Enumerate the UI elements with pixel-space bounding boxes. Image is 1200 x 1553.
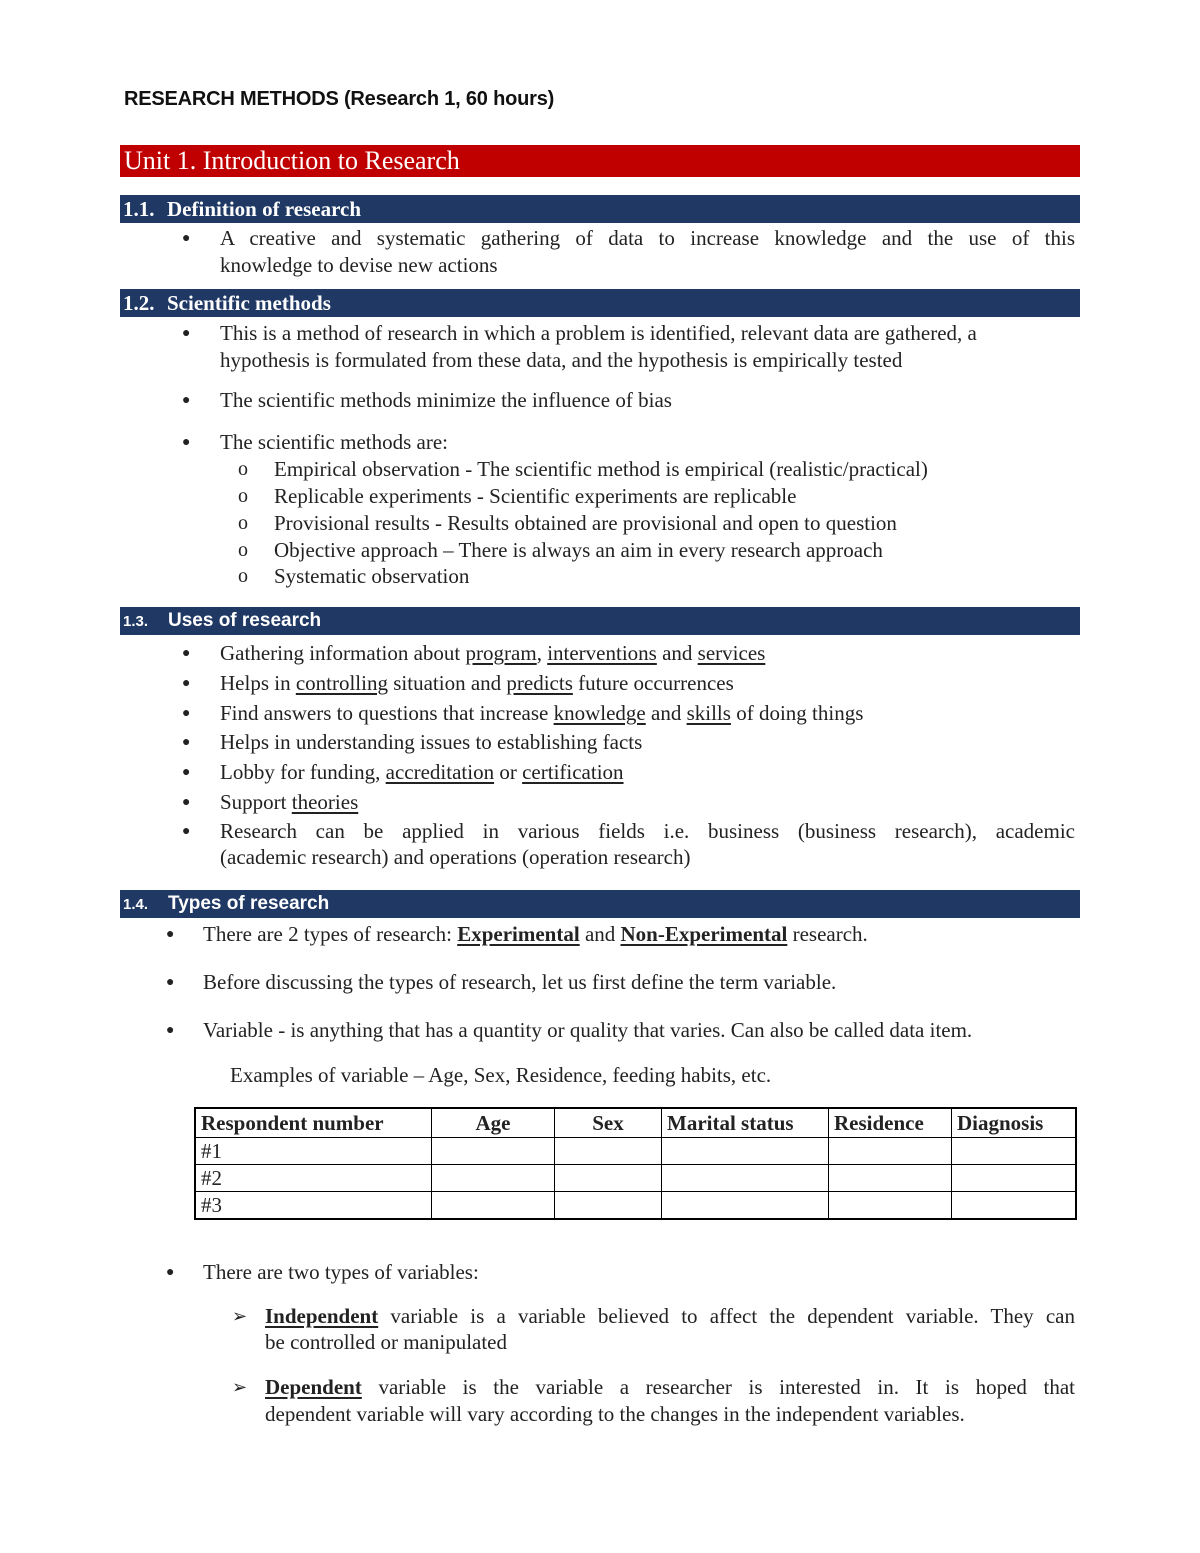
table-cell (952, 1192, 1077, 1220)
examples-text: Examples of variable – Age, Sex, Residence, feeding habits, etc. (230, 1063, 772, 1087)
underlined-term: services (697, 641, 766, 665)
table-cell (829, 1192, 952, 1220)
arrow-bullet-text (265, 1374, 1075, 1401)
sub-bullet-text: Replicable experiments - Scientific experiments are replicable (274, 484, 797, 508)
sub-bullet-icon: o (238, 458, 248, 480)
table-cell (662, 1192, 829, 1220)
unit-heading: Unit 1. Introduction to Research (120, 145, 1080, 177)
table-cell (829, 1165, 952, 1192)
bullet-text: Before discussing the types of research, let us first define the term variable. (203, 970, 837, 994)
table-cell (555, 1192, 662, 1220)
bullet-icon: ● (182, 393, 191, 408)
underlined-term: certification (522, 760, 624, 784)
table-cell: #1 (195, 1138, 432, 1165)
table-cell (432, 1192, 555, 1220)
sub-bullet-text: Objective approach – There is always an aim in every research approach (274, 538, 883, 562)
sub-bullet-text: Systematic observation (274, 564, 470, 588)
text-run: and (656, 641, 698, 665)
table-cell (952, 1165, 1077, 1192)
bullet-text: Research can be applied in various fields i.e. business (business research), academic (220, 819, 1075, 843)
bullet-text: The scientific methods are: (220, 430, 448, 454)
bullet-text (220, 670, 734, 697)
bullet-text: Helps in understanding issues to establishing facts (220, 730, 643, 754)
table-cell: #3 (195, 1192, 432, 1220)
table-cell: #2 (195, 1165, 432, 1192)
bullet-icon: ● (182, 765, 191, 780)
table-header-cell: Age (432, 1108, 555, 1138)
table-row (195, 1165, 1076, 1192)
underlined-term: controlling (295, 671, 388, 695)
text-run: Gathering information about (220, 641, 466, 665)
text-run: Support (220, 790, 292, 814)
underlined-term: theories (291, 790, 359, 814)
underlined-term: knowledge (553, 701, 646, 725)
text-run: future occurrences (572, 671, 734, 695)
section-heading-definition (120, 195, 1080, 223)
underlined-term: predicts (506, 671, 573, 695)
section-title: Scientific methods (167, 291, 331, 315)
text-run: research. (787, 922, 868, 946)
text-run: or (494, 760, 523, 784)
table-cell (432, 1165, 555, 1192)
table-header-cell: Sex (555, 1108, 662, 1138)
bullet-text: knowledge to devise new actions (220, 253, 498, 277)
text-run: and (579, 922, 621, 946)
text-run: and (645, 701, 687, 725)
table-cell (662, 1138, 829, 1165)
underlined-term: accreditation (385, 760, 495, 784)
bullet-icon: ● (182, 231, 191, 246)
bullet-text: A creative and systematic gathering of data to increase knowledge and the use of this (220, 226, 1075, 250)
underlined-term: skills (686, 701, 731, 725)
section-number: 1.2. (123, 291, 155, 315)
key-term: Experimental (457, 922, 580, 946)
text-run: of doing things (730, 701, 864, 725)
arrow-bullet-text: dependent variable will vary according to the changes in the independent variables. (265, 1402, 965, 1426)
bullet-icon: ● (166, 975, 175, 990)
text-run: variable is a variable believed to affect the dependent variable. They can (378, 1304, 1075, 1328)
text-run: Helps in (220, 671, 296, 695)
bullet-text (220, 700, 863, 727)
table-cell (555, 1138, 662, 1165)
document-title: RESEARCH METHODS (Research 1, 60 hours) (124, 88, 555, 110)
arrow-bullet-icon: ➢ (232, 1377, 248, 1397)
table-header-cell: Respondent number (195, 1108, 432, 1138)
bullet-text (203, 921, 868, 948)
table-header-cell: Marital status (662, 1108, 829, 1138)
text-run: variable is the variable a researcher is interested in. It is hoped that (361, 1375, 1075, 1399)
table-cell (662, 1165, 829, 1192)
sub-bullet-text: Empirical observation - The scientific method is empirical (realistic/practical) (274, 457, 928, 481)
bullet-text: The scientific methods minimize the influence of bias (220, 388, 672, 412)
arrow-bullet-icon: ➢ (232, 1306, 248, 1326)
arrow-bullet-text (265, 1303, 1075, 1330)
bullet-icon: ● (182, 326, 191, 341)
text-run: Find answers to questions that increase (220, 701, 554, 725)
sub-bullet-icon: o (238, 539, 248, 561)
text-run: There are 2 types of research: (203, 922, 458, 946)
text-run: , (536, 641, 548, 665)
section-number: 1.3. (123, 613, 149, 630)
bullet-icon: ● (166, 1023, 175, 1038)
bullet-icon: ● (182, 706, 191, 721)
table-header-cell: Residence (829, 1108, 952, 1138)
bullet-icon: ● (182, 795, 191, 810)
bullet-text: Variable - is anything that has a quantity or quality that varies. Can also be called data item. (203, 1018, 973, 1042)
text-run: situation and (387, 671, 507, 695)
section-title: Uses of research (168, 610, 322, 631)
bullet-text (220, 640, 765, 667)
underlined-term: program (465, 641, 537, 665)
table-row (195, 1192, 1076, 1220)
bullet-icon: ● (166, 1265, 175, 1280)
section-title: Definition of research (167, 197, 362, 221)
section-title: Types of research (168, 893, 330, 914)
sub-bullet-text: Provisional results - Results obtained are provisional and open to question (274, 511, 897, 535)
section-heading-uses (120, 607, 1080, 635)
sub-bullet-icon: o (238, 512, 248, 534)
table-row (195, 1138, 1076, 1165)
variables-table (194, 1107, 1077, 1220)
table-cell (432, 1138, 555, 1165)
bullet-icon: ● (182, 646, 191, 661)
section-number: 1.4. (123, 896, 149, 913)
bullet-icon: ● (182, 676, 191, 691)
table-cell (829, 1138, 952, 1165)
sub-bullet-icon: o (238, 485, 248, 507)
bullet-text: There are two types of variables: (203, 1260, 479, 1284)
bullet-text (220, 789, 358, 816)
table-cell (952, 1138, 1077, 1165)
text-run: Lobby for funding, (220, 760, 386, 784)
bullet-text: (academic research) and operations (operation research) (220, 845, 691, 869)
sub-bullet-icon: o (238, 565, 248, 587)
section-heading-types (120, 890, 1080, 918)
bullet-text: This is a method of research in which a problem is identified, relevant data are gathered, a (220, 321, 977, 345)
bullet-icon: ● (182, 435, 191, 450)
bullet-icon: ● (182, 824, 191, 839)
bullet-text: hypothesis is formulated from these data, and the hypothesis is empirically tested (220, 348, 903, 372)
key-term: Independent (265, 1304, 379, 1328)
key-term: Non-Experimental (620, 922, 788, 946)
section-heading-scientific-methods (120, 289, 1080, 317)
table-cell (555, 1165, 662, 1192)
section-number: 1.1. (123, 197, 155, 221)
bullet-text (220, 759, 624, 786)
key-term: Dependent (265, 1375, 362, 1399)
underlined-term: interventions (547, 641, 657, 665)
bullet-icon: ● (182, 735, 191, 750)
table-header-cell: Diagnosis (952, 1108, 1077, 1138)
table-header-row (195, 1108, 1076, 1138)
arrow-bullet-text: be controlled or manipulated (265, 1330, 508, 1354)
bullet-icon: ● (166, 927, 175, 942)
